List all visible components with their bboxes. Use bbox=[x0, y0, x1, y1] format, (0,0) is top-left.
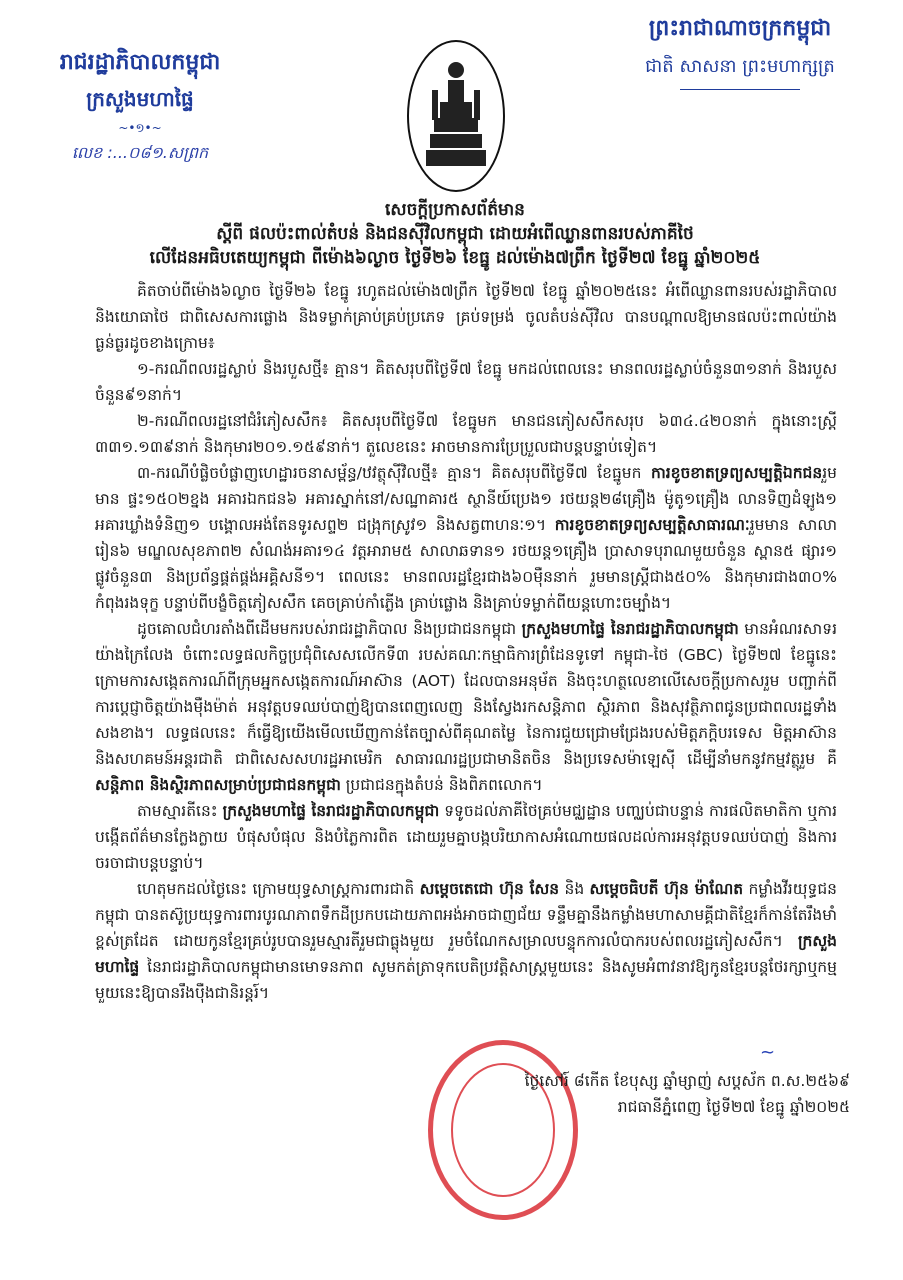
date-block bbox=[430, 1068, 850, 1120]
text: គិតចាប់ពីម៉ោង៦ល្ងាច ថ្ងៃទី២៦ ខែធ្នូ រហូតដល់ម៉ោង៧ព្រឹក ថ្ងៃទី២៧ ខែធ្នូ ឆ្នាំ២០២៥នេះ អំពើឈ្លានពានរបស់រដ្ឋាភិបាល និងយោធាថៃ ជាពិសេសការផ្លោង និងទម្លាក់គ្រាប់គ្រប់ប្រភេទ គ្រប់ទម្រង់ ចូលតំបន់ស៊ីវិល បានបណ្តាលឱ្យមានផលប៉ះពាល់យ៉ាងធ្ងន់ធ្ងរដូចខាងក្រោម៖ bbox=[95, 282, 837, 352]
text: និង bbox=[559, 880, 590, 898]
national-motto: ជាតិ សាសនា ព្រះមហាក្សត្រ bbox=[645, 56, 835, 77]
text: ២-ករណីពលរដ្ឋនៅជំរំភៀសសឹក៖ គិតសរុបពីថ្ងៃទី៧ ខែធ្នូមក មានជនភៀសសឹកសរុប ៦៣៤.៤២០នាក់ ក្នុងនោះស្ត្រី ៣៣១.១៣៩នាក់ និងកុមារ២០១.១៥៩នាក់។ តួលេខនេះ អាចមានការប្រែប្រួលជាបន្តបន្ទាប់ទៀត។ bbox=[95, 412, 837, 456]
text: ៣-ករណីបំផ្លិចបំផ្លាញហេដ្ឋារចនាសម្ព័ន្ធ/ឋវត្ថុស៊ីវិលថ្មី៖ គ្មាន។ bbox=[137, 464, 482, 482]
place-and-date: រាជធានីភ្នំពេញ ថ្ងៃទី២៧ ខែធ្នូ ឆ្នាំ២០២៥ bbox=[617, 1098, 850, 1116]
government-name: រាជរដ្ឋាភិបាលកម្ពុជា bbox=[59, 50, 221, 75]
bold-text: ក្រសួងមហាផ្ទៃ នៃរាជរដ្ឋាភិបាលកម្ពុជា bbox=[222, 802, 440, 820]
text: តាមស្មារតីនេះ bbox=[137, 802, 223, 820]
paragraph bbox=[95, 616, 837, 798]
ministry-name: ក្រសួងមហាផ្ទៃ bbox=[86, 87, 194, 111]
text: គិតសរុបពីថ្ងៃទី៧ ខែធ្នូមក bbox=[481, 464, 651, 482]
text: នៃរាជរដ្ឋាភិបាលកម្ពុជាមានមោទនភាព សូមកត់ត្រាទុកបេតិប្រវត្តិសាស្ត្រមួយនេះ និងសូមអំពាវនាវឱ្យកូនខ្មែរបន្តថែរក្សាឬកម្មមួយនេះឱ្យបានរឹងប៉ឺងជានិរន្តរ៍។ bbox=[95, 958, 837, 1002]
document-body bbox=[95, 278, 837, 1006]
bold-text: ក្រសួងមហាផ្ទៃ bbox=[95, 932, 837, 976]
bold-text: សម្តេចធិបតី ហ៊ុន ម៉ាណែត bbox=[589, 880, 744, 898]
paragraph bbox=[95, 278, 837, 356]
bold-text: សន្តិភាព និងស្ថិរភាពសម្រាប់ប្រជាជនកម្ពុជា bbox=[95, 776, 341, 794]
paragraph bbox=[95, 876, 837, 1006]
text: ១-ករណីពលរដ្ឋស្លាប់ និងរបួសថ្មី៖ គ្មាន។ bbox=[137, 360, 370, 378]
kingdom-motto-header bbox=[590, 14, 890, 90]
reference-number: លេខ :...០៨១.សព្រក bbox=[71, 143, 209, 162]
text: រួមមាន សាលារៀន៦ មណ្ឌលសុខភាព២ សំណង់អគារ១៤ វត្តអារាម៥ សាលាឆទាន១ រថយន្ត១គ្រឿង ប្រាសាទបុរាណមួយចំនួន ស្ពាន៥ ផ្សារ១ ផ្លូវចំនួន៣ និងប្រព័ន្ធផ្គត់ផ្គង់អគ្គិសនី១។ ពេលនេះ មានពលរដ្ឋខ្មែរជាង៦០ម៉ឺននាក់ រួមមានស្ត្រីជាង៥០% និងកុមារជាង៣០% កំពុងរងទុក្ខ បន្ទាប់ពីបង្ខំចិត្តភៀសសឹក គេចគ្រាប់កាំភ្លើង គ្រាប់ផ្លោង និងគ្រាប់ទម្លាក់ពីយន្តហោះចម្បាំង។ bbox=[95, 516, 838, 612]
paragraph bbox=[95, 356, 837, 408]
title-line: លើដែនអធិបតេយ្យកម្ពុជា ពីម៉ោង៦ល្ងាច ថ្ងៃទី២៦ ខែធ្នូ ដល់ម៉ោង៧ព្រឹក ថ្ងៃទី២៧ ខែធ្នូ ឆ្នាំ២០២៥ bbox=[149, 248, 761, 268]
text: ទទូចដល់ភាគីថៃគ្រប់មជ្ឈដ្ឋាន បញ្ឈប់ជាបន្ទាន់ ការផលិតមាតិកា ឬការបង្កើតព័ត៌មានក្លែងក្លាយ បំផុសបំផុល និងបំភ្លៃការពិត ដោយរួមគ្នាបង្កបរិយាកាសអំណោយផលដល់ការអនុវត្តបទឈប់បាញ់ និងការចរចាជាបន្តបន្ទាប់។ bbox=[95, 802, 837, 872]
bold-text: ការខូចខាតទ្រព្យសម្បត្តិសាធារណៈ bbox=[554, 516, 750, 534]
ornament: ~•១•~ bbox=[118, 121, 162, 135]
ministry-seal-icon bbox=[428, 1040, 578, 1220]
document-title bbox=[60, 198, 850, 270]
text: កម្លាំងវីរយុទ្ធជនកម្ពុជា បានតស៊ូប្រយុទ្ធការពារបូរណភាពទឹកដីប្រកបដោយភាពអង់អាចជាញជ័យ ទន្ទឹមគ្នានឹងកម្លាំងមហាសាមគ្គីជាតិខ្មែរក៏កាន់តែរឹងមាំខ្ពស់ត្រដែត ដោយកូនខ្មែរគ្រប់រូបបានរួមស្មារតីរួមជាធ្លុងមួយ រួមចំណែកសម្រាលបន្ទុកការលំបាករបស់ពលរដ្ឋភៀសសឹក។ bbox=[95, 880, 837, 950]
royal-emblem-icon bbox=[407, 40, 505, 192]
paragraph bbox=[95, 460, 837, 616]
text: មានអំណរសាទរយ៉ាងក្រៃលែង ចំពោះលទ្ធផលកិច្ចប្រជុំពិសេសលើកទី៣ របស់គណៈកម្មាធិការព្រំដែនទូទៅ កម្ពុជា-ថៃ (GBC) ថ្ងៃទី២៧ ខែធ្នូនេះ ក្រោមការសង្កេតការណ៍ពីក្រុមអ្នកសង្កេតការណ៍អាស៊ាន (AOT) ដែលបានអនុម័ត និងចុះហត្ថលេខាលើសេចក្តីប្រកាសរួម បញ្ជាក់ពីការប្តេជ្ញាចិត្តយ៉ាងម៉ឺងម៉ាត់ អនុវត្តបទឈប់បាញ់ឱ្យបានពេញលេញ និងស្វែងរកសន្តិភាព ស្ថិរភាព និងសុវត្ថិភាពជូនប្រជាពលរដ្ឋទាំងសងខាង។ លទ្ធផលនេះ ក៏ធ្វើឱ្យយើងមើលឃើញកាន់តែច្បាស់ពីគុណតម្លៃ នៃការជួយជ្រោមជ្រែងរបស់មិត្តភក្តិបរទេស មិត្តអាស៊ាន និងសហគមន៍អន្តរជាតិ ជាពិសេសសហរដ្ឋអាមេរិក សាធារណរដ្ឋប្រជាមានិតចិន និងប្រទេសម៉ាឡេស៊ី ដើម្បីនាំមកនូវកម្មវត្ថុរួម គឺ bbox=[95, 620, 837, 768]
bold-text: សម្តេចតេជោ ហ៊ុន សែន bbox=[419, 880, 560, 898]
divider bbox=[680, 89, 800, 90]
kingdom-name: ព្រះរាជាណាចក្រកម្ពុជា bbox=[648, 16, 832, 41]
paragraph bbox=[95, 408, 837, 460]
bold-text: ការខូចខាតទ្រព្យសម្បត្តិឯកជន bbox=[650, 464, 823, 482]
issuer-header bbox=[40, 48, 240, 166]
paragraph bbox=[95, 798, 837, 876]
title-line: សេចក្តីប្រកាសព័ត៌មាន bbox=[385, 200, 525, 220]
title-line: ស្តីពី ផលប៉ះពាល់តំបន់ និងជនស៊ីវិលកម្ពុជា ដោយអំពើឈ្លានពានរបស់ភាគីថៃ bbox=[216, 224, 694, 244]
text: គិតសរុបពីថ្ងៃទី៧ ខែធ្នូ មកដល់ពេលនេះ មានពលរដ្ឋស្លាប់ចំនួន៣១នាក់ និងរបួសចំនួន៩១នាក់។ bbox=[95, 360, 837, 404]
text: ប្រជាជនក្នុងតំបន់ និងពិភពលោក។ bbox=[340, 776, 543, 794]
text: រួមមាន ផ្ទះ១៥០២ខ្នង អគារឯកជន៦ អគារស្នាក់នៅ/សណ្ឋាគារ៥ ស្ថានីយ៍ប្រេង១ រថយន្ត២៨គ្រឿង ម៉ូតូ១គ្រឿង លានទិញដំឡូង១ អគារឃ្លាំងទំនិញ១ បង្គោលអង់តែនទូរសព្ទ២ ជង្រុកស្រូវ១ និងសត្វពាហនៈ១។ bbox=[95, 464, 837, 534]
text: ដូចគោលជំហរតាំងពីដើមមករបស់រាជរដ្ឋាភិបាល និងប្រជាជនកម្ពុជា bbox=[137, 620, 522, 638]
text: ហេតុមកដល់ថ្ងៃនេះ ក្រោមយុទ្ធសាស្ត្រការពារជាតិ bbox=[137, 880, 420, 898]
lunar-date: ថ្ងៃសៅរ៍ ៨កើត ខែបុស្ស ឆ្នាំម្សាញ់ សប្តស័ក ព.ស.២៥៦៩ bbox=[524, 1072, 850, 1090]
bold-text: ក្រសួងមហាផ្ទៃ នៃរាជរដ្ឋាភិបាលកម្ពុជា bbox=[521, 620, 739, 638]
signature-initial-icon: ~ bbox=[760, 1042, 776, 1063]
